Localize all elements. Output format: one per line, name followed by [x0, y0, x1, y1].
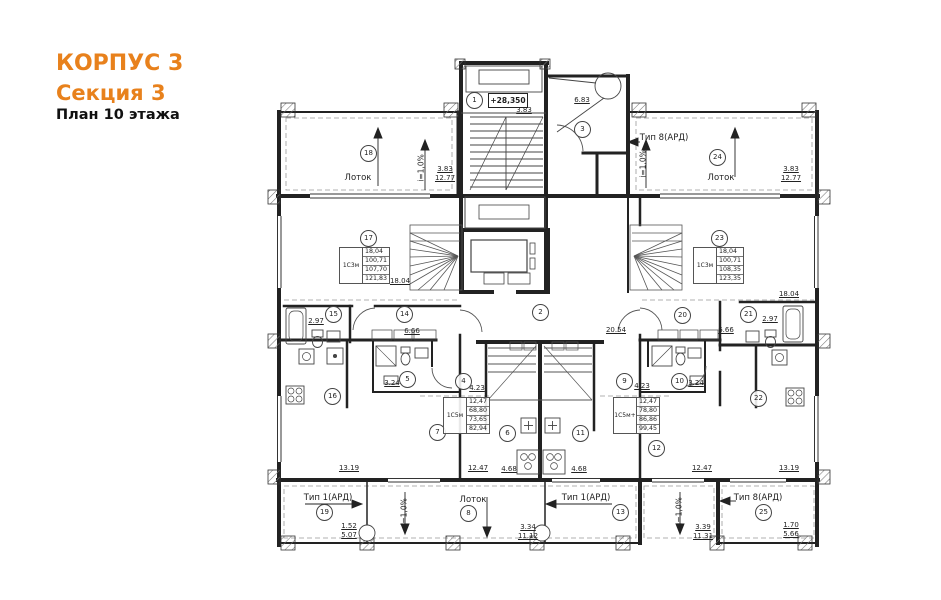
room-number-9: 9 [616, 373, 633, 390]
room-number-17: 17 [360, 230, 377, 247]
room-number-18: 18 [360, 145, 377, 162]
room-number-3: 3 [574, 121, 591, 138]
room-number-8: 8 [460, 505, 477, 522]
area-value: 123,35 [719, 275, 742, 282]
room-number-13: 13 [612, 504, 629, 521]
dimension-label: 4.23 [634, 382, 650, 390]
area-value: 68,80 [469, 407, 488, 414]
apartment-area-table [613, 397, 660, 434]
tower-staircase [461, 66, 546, 190]
arrows [305, 128, 739, 537]
section-title: Секция 3 [56, 81, 166, 105]
room-number-24: 24 [709, 149, 726, 166]
area-value: 86,86 [639, 416, 658, 423]
stacked-dimension: 1.70 5.66 [783, 521, 799, 538]
area-value: 73,65 [469, 416, 488, 423]
stacked-dimension: 3.39 11.31 [692, 523, 714, 540]
room-number-15: 15 [325, 306, 342, 323]
dimension-label: 3.24 [688, 379, 704, 387]
area-value: 18,04 [717, 248, 743, 257]
gutter-label: Лоток [344, 173, 372, 183]
dimension-label: 18.04 [389, 277, 411, 285]
slope-label: i=1,0% [674, 497, 684, 525]
winder-stair-left [410, 225, 462, 290]
room-number-5: 5 [399, 371, 416, 388]
dimension-label: 2.97 [762, 315, 778, 323]
winder-stair-right [630, 225, 682, 290]
room-number-23: 23 [711, 230, 728, 247]
apartment-type-label: Тип 1(АРД) [303, 493, 353, 503]
apartment-code: 1С3м [340, 248, 363, 283]
dimension-label: 20.54 [605, 326, 627, 334]
dimension-label: 3.83 [516, 106, 532, 114]
area-value: 82,94 [469, 425, 488, 432]
area-value: 100,71 [365, 257, 388, 264]
dimension-label: 13.19 [778, 464, 800, 472]
slope-label: i=1,0% [416, 154, 426, 182]
room-number-1: 1 [466, 92, 483, 109]
floor-plan-title: План 10 этажа [56, 107, 180, 123]
room-number-11: 11 [572, 425, 589, 442]
dimension-label: 2.97 [308, 317, 324, 325]
area-value: 99,45 [639, 425, 658, 432]
area-value: 108,35 [719, 266, 742, 273]
room-number-14: 14 [396, 306, 413, 323]
room-number-2: 2 [532, 304, 549, 321]
dimension-label: 6.66 [718, 326, 734, 334]
area-value: 12,47 [469, 398, 488, 405]
room-number-16: 16 [324, 388, 341, 405]
apartment-area-table [443, 397, 490, 434]
dimension-label: 13.19 [338, 464, 360, 472]
room-number-25: 25 [755, 504, 772, 521]
stacked-dimension: 1.52 5.07 [341, 522, 357, 539]
room-number-10: 10 [671, 373, 688, 390]
dimension-label: 18.04 [778, 290, 800, 298]
room-number-19: 19 [316, 504, 333, 521]
apartment-type-label: Тип 8(АРД) [639, 133, 689, 143]
dimension-label: 4.68 [501, 465, 517, 473]
area-value: 107,70 [365, 266, 388, 273]
building-title: КОРПУС 3 [56, 51, 184, 76]
gutter-label: Лоток [459, 495, 487, 505]
elevator [465, 197, 545, 284]
room-number-12: 12 [648, 440, 665, 457]
room-number-4: 4 [455, 373, 472, 390]
area-value: 121,83 [365, 275, 388, 282]
area-value: 18,04 [363, 248, 389, 257]
apartment-code: 1С5м+ [614, 398, 637, 433]
dimension-label: 6.66 [404, 327, 420, 335]
apartment-area-table [339, 247, 390, 284]
room-number-22: 22 [750, 390, 767, 407]
area-value: 78,80 [639, 407, 658, 414]
apartment-area-table [693, 247, 744, 284]
gutter-label: Лоток [707, 173, 735, 183]
dimension-label: 4.68 [571, 465, 587, 473]
stacked-dimension: 3.34 11.12 [517, 523, 539, 540]
room-number-7: 7 [429, 424, 446, 441]
dimension-label: 12.47 [691, 464, 713, 472]
apartment-code: 1С3м [694, 248, 717, 283]
area-value: 12,47 [639, 398, 658, 405]
apartment-type-label: Тип 1(АРД) [561, 493, 611, 503]
area-value: 100,71 [719, 257, 742, 264]
hatched-columns [268, 59, 830, 550]
stacked-dimension: 3.83 12.77 [780, 165, 802, 182]
room-number-6: 6 [499, 425, 516, 442]
room-number-21: 21 [740, 306, 757, 323]
dimension-label: 6.83 [574, 96, 590, 104]
dimension-label: 4.23 [469, 384, 485, 392]
room-number-20: 20 [674, 307, 691, 324]
slope-label: i=1,0% [399, 498, 409, 526]
stacked-dimension: 3.83 12.77 [434, 165, 456, 182]
apartment-type-label: Тип 8(АРД) [733, 493, 783, 503]
dimension-label: 3.24 [384, 379, 400, 387]
apartment-code: 1С5м [444, 398, 467, 433]
slope-label: i=1,0% [638, 150, 648, 178]
dimension-label: 12.47 [467, 464, 489, 472]
elevation-mark: +28,350 [488, 93, 528, 108]
